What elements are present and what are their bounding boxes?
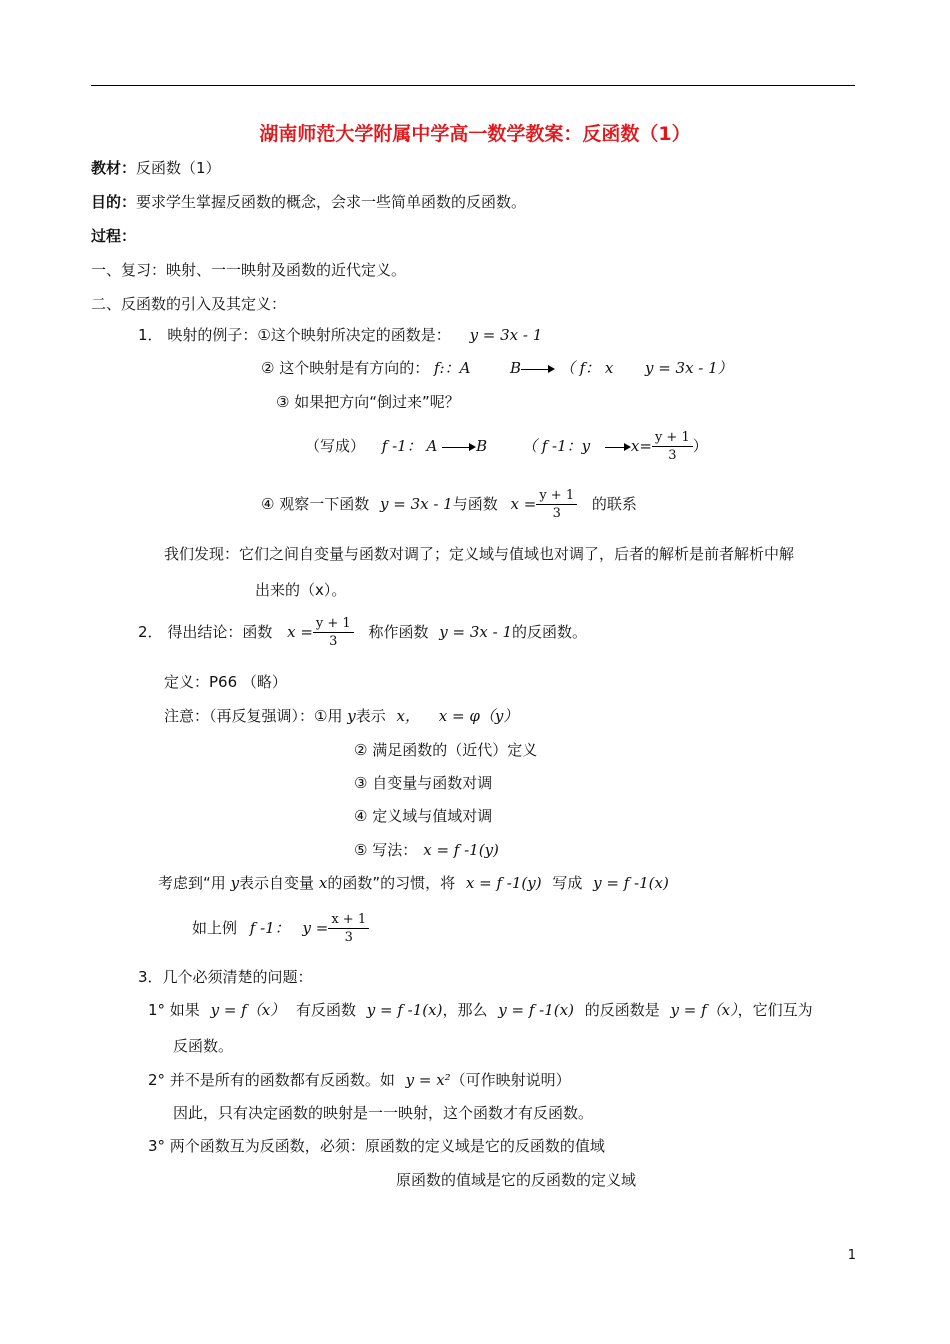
question-3-cont: 原函数的值域是它的反函数的定义域 bbox=[396, 1171, 637, 1189]
note-line bbox=[164, 706, 518, 726]
consider-text-d: 写成 bbox=[552, 874, 583, 892]
conclusion-text: 得出结论：函数 bbox=[167, 623, 273, 641]
goal-text: 要求学生掌握反函数的概念，会求一些简单函数的反函数。 bbox=[136, 193, 527, 211]
question-2-line bbox=[148, 1070, 571, 1090]
question-2-cont: 因此，只有决定函数的映射是一一映射，这个函数才有反函数。 bbox=[173, 1104, 594, 1122]
example-line bbox=[192, 908, 369, 948]
observe-x-eq: x = bbox=[510, 495, 537, 513]
note-y: y bbox=[347, 707, 356, 725]
consider-text-c: 的函数”的习惯，将 bbox=[327, 874, 456, 892]
q2-text-a: 2° 并不是所有的函数都有反函数。如 bbox=[148, 1071, 395, 1089]
process-label: 过程： bbox=[91, 227, 137, 245]
note-3: ③ 自变量与函数对调 bbox=[354, 774, 493, 792]
note-label: 注意：（再反复强调）：①用 bbox=[164, 707, 343, 725]
conclusion-line bbox=[138, 612, 587, 652]
formula-y-3x-1: y = 3x - 1 bbox=[469, 326, 543, 344]
observe-formula: y = 3x - 1 bbox=[380, 495, 453, 513]
consider-x: x bbox=[318, 874, 328, 892]
observe-end: 的联系 bbox=[591, 495, 637, 513]
reverse-question: ③ 如果把方向“倒过来”呢？ bbox=[276, 393, 460, 411]
fraction-y-plus-1-over-3: $\frac{y + 1}{3}$ bbox=[652, 429, 693, 464]
map-B: B bbox=[510, 359, 522, 377]
written-as: （写成） bbox=[305, 437, 366, 455]
q1-text-a: 1° 如果 bbox=[148, 1001, 200, 1019]
note-5-formula: x = f -1(y) bbox=[423, 841, 499, 859]
q1-text-d: 的反函数是 bbox=[584, 1001, 660, 1019]
consider-y: y bbox=[230, 874, 240, 892]
consider-text-b: 表示自变量 bbox=[239, 874, 315, 892]
q1-formula-1: y = f（x） bbox=[210, 1001, 286, 1019]
definition-line: 定义：P66 （略） bbox=[164, 673, 287, 691]
goal-line bbox=[91, 192, 526, 212]
arrow-icon bbox=[605, 442, 631, 452]
note-x: x， bbox=[396, 707, 420, 725]
q1-formula-4: y = f（x） bbox=[670, 1001, 738, 1019]
conclusion-formula: y = 3x - 1 bbox=[439, 623, 513, 641]
point-1-text: 映射的例子：①这个映射所决定的函数是： bbox=[167, 326, 451, 344]
map-f-x: （ f： x bbox=[559, 359, 614, 377]
point-1-line bbox=[138, 325, 542, 345]
header-rule bbox=[91, 85, 855, 86]
inverse-f-A: f -1： A bbox=[381, 437, 438, 455]
point-2-number: 2． bbox=[138, 623, 163, 641]
map-f-A: f:：A bbox=[434, 359, 471, 377]
finding-line-1: 我们发现：它们之间自变量与函数对调了；定义域与值域也对调了，后者的解析是前者解析中解 bbox=[164, 545, 795, 563]
note-rest: 表示 bbox=[355, 707, 386, 725]
q1-formula-2: y = f -1(x) bbox=[366, 1001, 443, 1019]
direction-text: ② 这个映射是有方向的： bbox=[261, 359, 430, 377]
material-label: 教材： bbox=[91, 159, 137, 177]
section-review: 一、复习：映射、一一映射及函数的近代定义。 bbox=[91, 261, 407, 279]
finding-line-2: 出来的（x）。 bbox=[255, 581, 347, 599]
consider-formula-2: y = f -1(x) bbox=[593, 874, 669, 892]
conclusion-x-eq: x = bbox=[287, 623, 313, 641]
arrow-icon bbox=[442, 442, 476, 452]
q2-formula: y = x² bbox=[405, 1071, 451, 1089]
note-2: ② 满足函数的（近代）定义 bbox=[354, 741, 538, 759]
conclusion-end: 的反函数。 bbox=[512, 623, 588, 641]
q1-text-b: 有反函数 bbox=[295, 1001, 356, 1019]
page-number: 1 bbox=[847, 1248, 856, 1263]
q1-formula-3: y = f -1(x) bbox=[498, 1001, 574, 1019]
fraction-x-plus-1-over-3: $\frac{x + 1}{3}$ bbox=[328, 911, 369, 946]
section-inverse-intro: 二、反函数的引入及其定义： bbox=[91, 295, 287, 313]
consider-text-a: 考虑到“用 bbox=[158, 874, 226, 892]
material-line bbox=[91, 158, 221, 178]
q2-text-b: （可作映射说明） bbox=[450, 1071, 571, 1089]
note-4: ④ 定义域与值域对调 bbox=[354, 807, 493, 825]
goal-label: 目的： bbox=[91, 193, 137, 211]
question-1-cont: 反函数。 bbox=[173, 1037, 234, 1055]
observe-line bbox=[261, 484, 637, 524]
note-5 bbox=[354, 840, 499, 860]
arrow-icon bbox=[521, 364, 555, 374]
example-label: 如上例 bbox=[192, 919, 238, 937]
inverse-map-line: （写成） f -1： A B （ f -1：y x= $\frac{y + 1}{3}$ ） bbox=[305, 430, 708, 463]
example-y-eq: y = bbox=[302, 919, 329, 937]
inverse-B: B bbox=[476, 437, 488, 455]
example-f-inverse: f -1： bbox=[249, 919, 290, 937]
observe-text: ④ 观察一下函数 bbox=[261, 495, 370, 513]
direction-line bbox=[261, 358, 733, 378]
q1-text-c: ，那么 bbox=[442, 1001, 488, 1019]
question-3-line: 3° 两个函数互为反函数，必须：原函数的定义域是它的反函数的值域 bbox=[148, 1137, 605, 1155]
fraction-y-plus-1-over-3: $\frac{y + 1}{3}$ bbox=[313, 615, 354, 650]
inverse-x-eq: x= bbox=[630, 437, 652, 455]
point-1-number: 1． bbox=[138, 326, 163, 344]
page-title: 湖南师范大学附属中学高一数学教案：反函数（1） bbox=[259, 123, 691, 145]
observe-mid: 与函数 bbox=[452, 495, 498, 513]
map-y-formula: y = 3x - 1） bbox=[644, 359, 733, 377]
material-text: 反函数（1） bbox=[136, 159, 221, 177]
note-5-label: ⑤ 写法： bbox=[354, 841, 418, 859]
consider-line bbox=[158, 873, 669, 893]
inverse-f-y: （ f -1：y bbox=[521, 437, 591, 455]
q1-text-e: ，它们互为 bbox=[737, 1001, 813, 1019]
consider-formula-1: x = f -1(y) bbox=[465, 874, 542, 892]
fraction-y-plus-1-over-3: $\frac{y + 1}{3}$ bbox=[536, 487, 577, 522]
point-3: 3．几个必须清楚的问题： bbox=[138, 968, 313, 986]
note-phi: x = φ（y） bbox=[438, 707, 519, 725]
question-1-line bbox=[148, 1000, 813, 1020]
conclusion-mid: 称作函数 bbox=[368, 623, 429, 641]
